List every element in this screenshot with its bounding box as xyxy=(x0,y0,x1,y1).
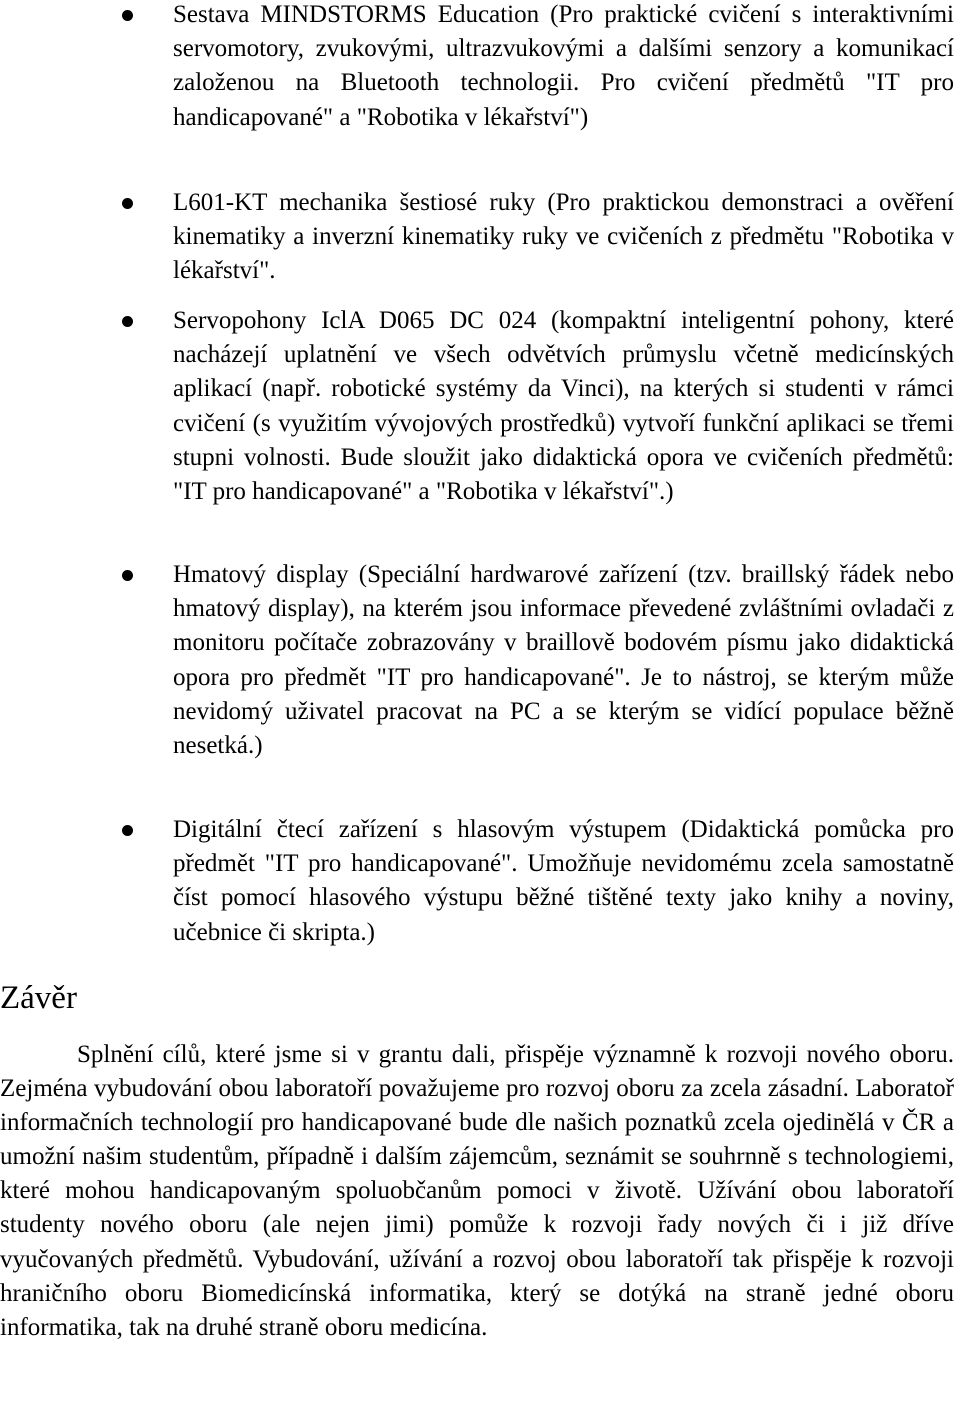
bullet-text: Servopohony IclA D065 DC 024 (kompaktní inteligentní pohony, které nacházejí uplatnění ve všech odvětvích průmyslu včetně medicínských aplikací (např. robotické systémy da Vinci), na kterých si studenti v rámci cvičení (s využitím vývojových prostředků) vytvoří funkční aplikaci se třemi stupni volnosti. Bude sloužit jako didaktická opora ve cvičeních předmětů: "IT pro handicapované" a "Robotika v lékařství".) xyxy=(173,307,954,506)
bullet-text: Digitální čtecí zařízení s hlasovým výstupem (Didaktická pomůcka pro předmět "IT pro handicapované". Umožňuje nevidomému zcela samostatně číst pomocí hlasového výstupu běžné tištěné texty jako knihy a noviny, učebnice či skripta.) xyxy=(173,816,954,946)
bullet-item-robot-arm xyxy=(0,186,960,289)
bullet-item-servo-drives xyxy=(0,304,960,509)
bullet-icon xyxy=(122,10,133,21)
bullet-text: Sestava MINDSTORMS Education (Pro praktické cvičení s interaktivními servomotory, zvukovými, ultrazvukovými a dalšími senzory a komunikací založenou na Bluetooth technologii. Pro cvičení předmětů "IT pro handicapované" a "Robotika v lékařství") xyxy=(173,1,954,131)
bullet-text: L601-KT mechanika šestiosé ruky (Pro praktickou demonstraci a ověření kinematiky a inverzní kinematiky ruky ve cvičeních z předmětu "Robotika v lékařství". xyxy=(173,189,954,285)
conclusion-paragraph: Splnění cílů, které jsme si v grantu dali, přispěje významně k rozvoji nového oboru. Zejména vybudování obou laboratoří považujeme pro rozvoj oboru za zcela zásadní. Laboratoř informačních technologií pro handicapované bude dle našich poznatků zcela ojedinělá v ČR a umožní našim studentům, případně i dalším zájemcům, seznámit se souhrnně s technologiemi, které mohou handicapovaným spoluobčanům pomoci v životě. Užívání obou laboratoří studenty nového oboru (ale nejen jimi) pomůže k rozvoji řady nových či i již dříve vyučovaných předmětů. Vybudování, užívání a rozvoj obou laboratoří tak přispěje k rozvoji hraničního oboru Biomedicínská informatika, který se dotýká na straně jedné oboru informatika, tak na druhé straně oboru medicína. xyxy=(0,1041,954,1341)
bullet-icon xyxy=(122,825,133,836)
bullet-icon xyxy=(122,570,133,581)
bullet-item-mindstorms xyxy=(0,0,960,135)
bullet-icon xyxy=(122,198,133,209)
bullet-item-reading-device xyxy=(0,813,960,950)
conclusion-heading: Závěr xyxy=(0,980,77,1016)
bullet-icon xyxy=(122,316,133,327)
bullet-item-braille-display xyxy=(0,558,960,763)
bullet-text: Hmatový display (Speciální hardwarové zařízení (tzv. braillský řádek nebo hmatový display), na kterém jsou informace převedené zvláštními ovladači z monitoru počítače zobrazovány v braillově bodovém písmu jako didaktická opora pro předmět "IT pro handicapované". Je to nástroj, se kterým může nevidomý uživatel pracovat na PC a se kterým se vidící populace běžně nesetká.) xyxy=(173,561,954,760)
